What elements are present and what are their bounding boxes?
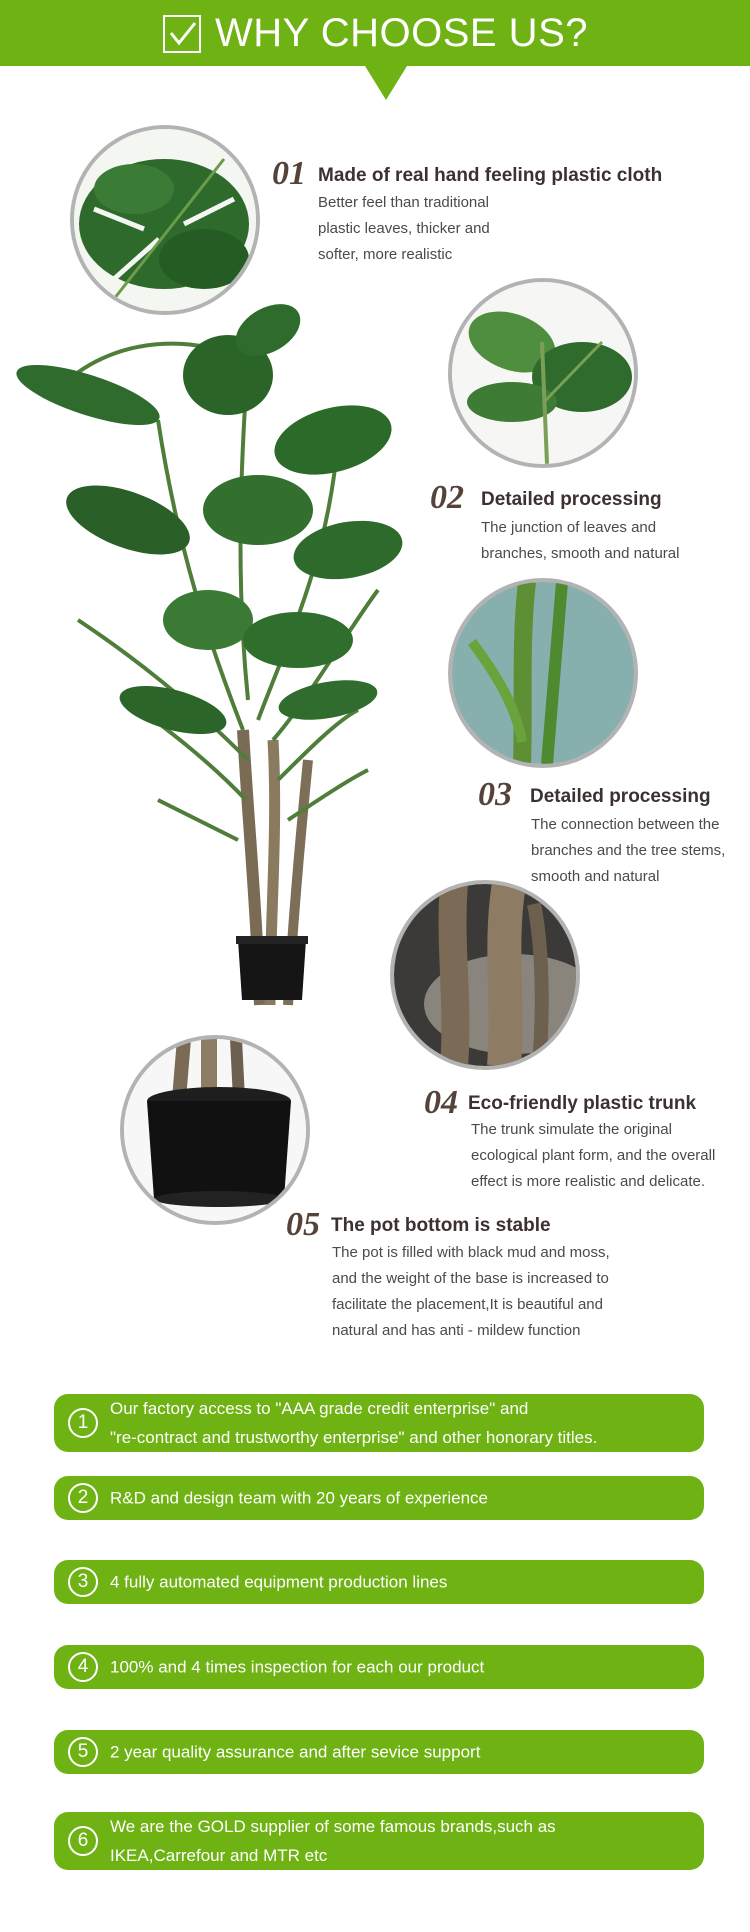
feature-number: 03: [478, 776, 512, 813]
feature-description: The connection between the branches and the tree stems, smooth and natural: [531, 816, 726, 885]
number-circle-icon: 3: [68, 1567, 98, 1597]
advantage-text: We are the GOLD supplier of some famous brands,such as IKEA,Carrefour and MTR etc: [110, 1817, 556, 1865]
number-circle-icon: 4: [68, 1652, 98, 1682]
number-circle-icon: 1: [68, 1408, 98, 1438]
feature-number: 04: [424, 1084, 458, 1121]
advantage-bar: [54, 1394, 704, 1452]
feature-number: 02: [430, 479, 464, 516]
advantage-text: Our factory access to "AAA grade credit enterprise" and "re-contract and trustworthy enterprise" and other honorary titles.: [110, 1399, 598, 1447]
advantage-text: 2 year quality assurance and after sevice support: [110, 1742, 481, 1762]
advantage-bar: [54, 1476, 704, 1520]
monstera-plant-image: [8, 300, 408, 1010]
number-circle-icon: 2: [68, 1483, 98, 1513]
number-circle-icon: 6: [68, 1826, 98, 1856]
feature-title: Made of real hand feeling plastic cloth: [318, 165, 663, 186]
feature-description: The pot is filled with black mud and moss, and the weight of the base is increased to facilitate the placement,It is beautiful and natural and has anti - mildew function: [332, 1244, 610, 1339]
advantage-bar: [54, 1812, 704, 1870]
checkmark-icon: [163, 15, 201, 53]
leaf-closeup-image: [70, 125, 260, 315]
header-pointer: [365, 66, 407, 100]
feature-number: 01: [272, 155, 306, 192]
advantage-text: R&D and design team with 20 years of experience: [110, 1488, 488, 1508]
advantage-bar: [54, 1730, 704, 1774]
feature-description: Better feel than traditional plastic leaves, thicker and softer, more realistic: [318, 194, 490, 263]
number-circle-icon: 5: [68, 1737, 98, 1767]
feature-title: Eco-friendly plastic trunk: [468, 1093, 697, 1114]
feature-number: 05: [286, 1206, 320, 1243]
plastic-trunk-image: [390, 880, 580, 1070]
pot-bottom-image: [120, 1035, 310, 1225]
advantage-text: 4 fully automated equipment production lines: [110, 1572, 448, 1592]
advantage-bar: [54, 1560, 704, 1604]
page-title: WHY CHOOSE US?: [215, 11, 588, 55]
feature-title: Detailed processing: [530, 786, 711, 807]
leaf-junction-image: [448, 278, 638, 468]
feature-description: The junction of leaves and branches, smooth and natural: [481, 519, 680, 562]
advantage-text: 100% and 4 times inspection for each our product: [110, 1657, 485, 1677]
feature-title: Detailed processing: [481, 489, 662, 510]
header-banner: [0, 0, 750, 66]
feature-title: The pot bottom is stable: [331, 1215, 551, 1236]
advantage-bar: [54, 1645, 704, 1689]
feature-description: The trunk simulate the original ecological plant form, and the overall effect is more realistic and delicate.: [471, 1121, 716, 1190]
branch-connection-image: [448, 578, 638, 768]
